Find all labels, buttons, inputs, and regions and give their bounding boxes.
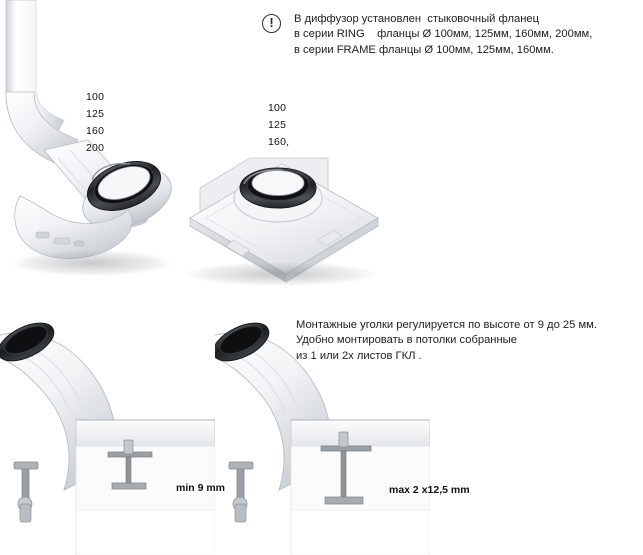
elbow-size-labels [86, 89, 104, 157]
shadow-elbow [12, 250, 172, 276]
mounting-bracket-max-height [215, 320, 430, 555]
note-mid-line-2: Удобно монтировать в потолки собранные [296, 334, 517, 347]
elbow-size-200: 200 [86, 142, 105, 154]
note-line-3: в серии FRAME фланцы Ø 100мм, 125мм, 160мм. [294, 43, 554, 56]
note-mid-line-1: Монтажные уголки регулируется по высоте от 9 до 25 мм. [296, 319, 597, 331]
note-mid-line-3: из 1 или 2х листов ГКЛ . [296, 349, 422, 362]
mounting-bracket-min-height [0, 320, 215, 555]
square-size-160: 160, [268, 136, 290, 148]
square-size-100: 100 [268, 102, 287, 114]
dimension-label-max: max 2 x12,5 mm [389, 484, 470, 496]
dimension-label-min: min 9 mm [176, 482, 226, 494]
elbow-size-100: 100 [86, 91, 105, 103]
elbow-size-160: 160 [86, 125, 105, 137]
square-size-labels [268, 100, 289, 151]
note-flange-info-text [294, 12, 592, 58]
note-line-1: В диффузор установлен стыковочный фланец [294, 13, 540, 25]
elbow-size-125: 125 [86, 108, 105, 120]
shadow-square [186, 262, 376, 286]
square-size-125: 125 [268, 119, 287, 131]
exclamation-icon: ! [262, 14, 281, 33]
note-line-2: в серии RING фланцы Ø 100мм, 125мм, 160мм, 200мм, [294, 28, 593, 41]
